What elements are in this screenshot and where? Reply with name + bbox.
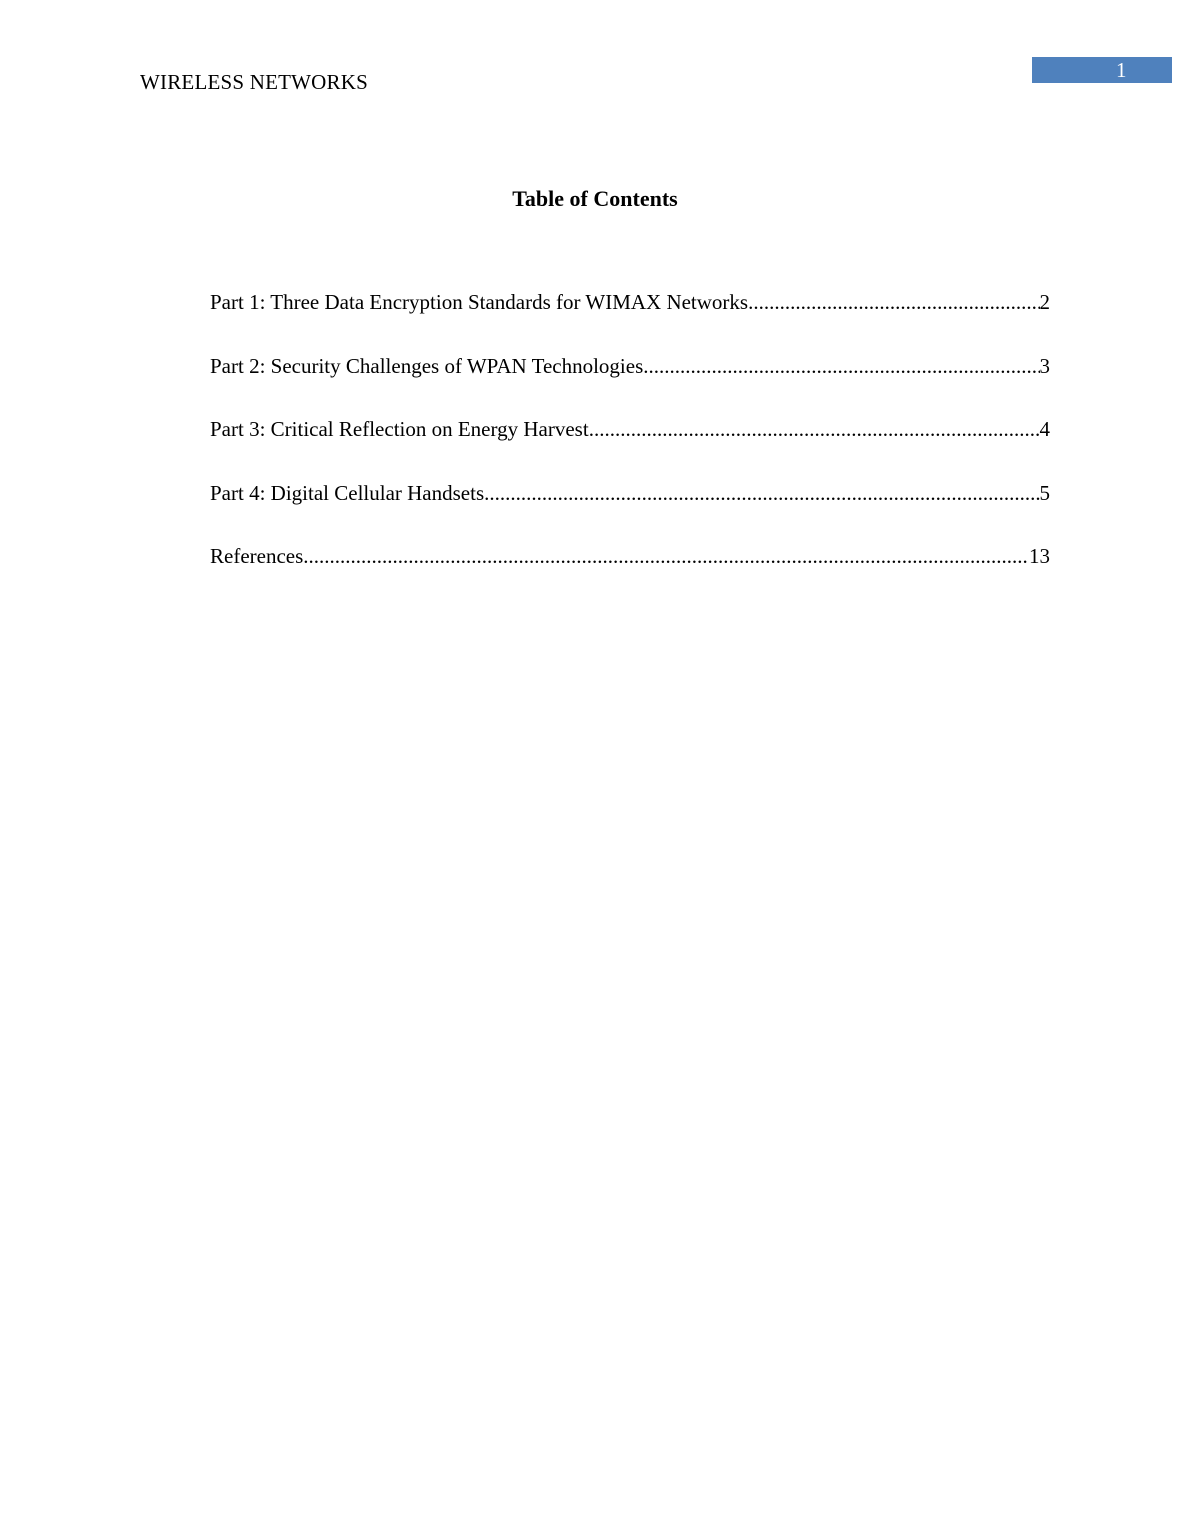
toc-entry-label: References [210, 544, 304, 568]
toc-entry-page: 3 [1039, 353, 1050, 378]
toc-entry-label: Part 2: Security Challenges of WPAN Technologies [210, 353, 644, 378]
toc-dot-leader [303, 544, 1029, 569]
toc-entry-page: 13 [1029, 544, 1050, 568]
toc-entry-page: 5 [1039, 480, 1050, 505]
toc-dot-leader [484, 481, 1039, 506]
toc-entry-label: Part 1: Three Data Encryption Standards for WIMAX Networks [210, 290, 749, 314]
toc-entry-label: Part 4: Digital Cellular Handsets [210, 480, 485, 505]
page-number-box [1032, 57, 1172, 83]
toc-title: Table of Contents [512, 186, 678, 211]
toc-dot-leader [748, 290, 1039, 315]
toc-list [210, 290, 1050, 608]
toc-entry-part-3[interactable] [210, 417, 1050, 481]
page-number: 1 [1116, 58, 1127, 82]
toc-entry-part-1[interactable] [210, 290, 1050, 354]
running-head: WIRELESS NETWORKS [140, 70, 368, 94]
toc-entry-label: Part 3: Critical Reflection on Energy Harvest [210, 417, 589, 441]
toc-entry-page: 4 [1039, 417, 1050, 441]
toc-entry-references[interactable] [210, 544, 1050, 608]
toc-dot-leader [589, 417, 1040, 442]
toc-entry-part-4[interactable] [210, 481, 1050, 545]
toc-dot-leader [643, 354, 1039, 379]
toc-entry-part-2[interactable] [210, 354, 1050, 418]
toc-entry-page: 2 [1039, 290, 1050, 314]
